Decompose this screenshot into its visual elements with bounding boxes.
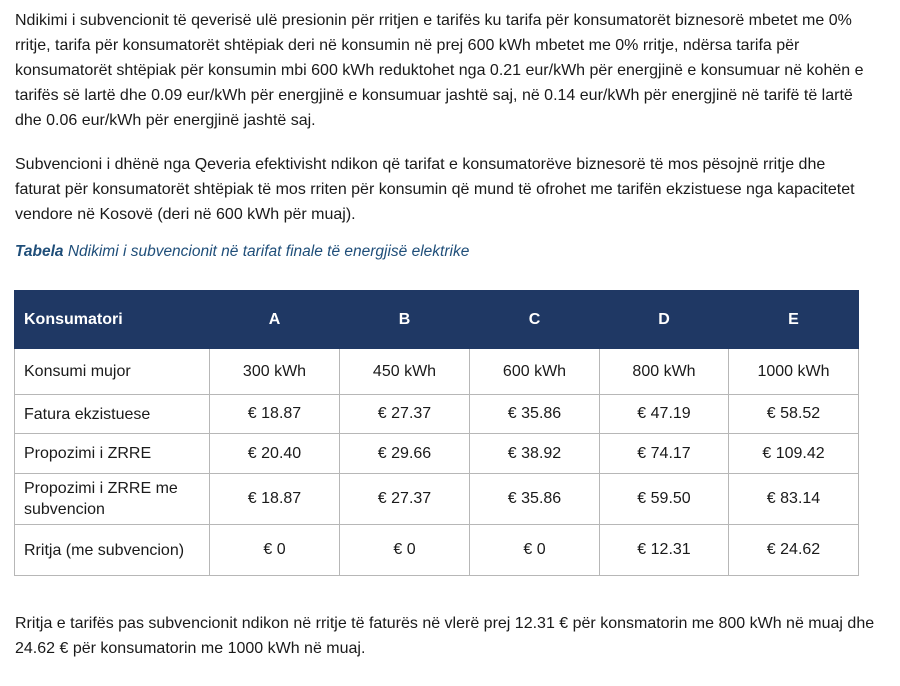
- table-row: [15, 474, 859, 525]
- header-consumer: Konsumatori: [15, 291, 210, 349]
- table-cell: € 47.19: [600, 395, 729, 434]
- paragraph-government-subsidy: Subvencioni i dhënë nga Qeveria efektivisht ndikon që tarifat e konsumatorëve biznesorë të mos pësojnë rritje dhe faturat për konsumatorët shtëpiak të mos rriten për konsumin që mund të ofrohet me tarifën ekzistuese nga kapacitetet vendore në Kosovë (deri në 600 kWh për muaj).: [15, 156, 855, 223]
- table-cell: 1000 kWh: [729, 349, 859, 395]
- table-cell: € 27.37: [340, 395, 470, 434]
- table-cell: € 27.37: [340, 474, 470, 525]
- caption-label: Tabela: [15, 243, 64, 260]
- table-cell: € 18.87: [210, 395, 340, 434]
- table-cell: € 83.14: [729, 474, 859, 525]
- row-label: Propozimi i ZRRE me subvencion: [15, 474, 210, 525]
- table-row: [15, 525, 859, 576]
- table-cell: € 35.86: [470, 395, 600, 434]
- table-cell: € 58.52: [729, 395, 859, 434]
- table-cell: € 74.17: [600, 434, 729, 474]
- table-cell: 450 kWh: [340, 349, 470, 395]
- table-row: [15, 395, 859, 434]
- table-cell: € 38.92: [470, 434, 600, 474]
- paragraph-subsidy-impact: Ndikimi i subvencionit të qeverisë ulë presionin për rritjen e tarifës ku tarifa për konsumatorët biznesorë mbetet me 0% rritje, tarifa për konsumatorët shtëpiak deri në konsumin në prej 600 kWh mbetet me 0% rritje, ndërsa tarifa për konsumatorët shtëpiak për konsumin mbi 600 kWh reduktohet nga 0.21 eur/kWh për energjinë e konsumuar në kohën e tarifës së lartë dhe 0.09 eur/kWh për energjinë e konsumuar jashtë saj, në 0.14 eur/kWh për energjinë në tarifë të lartë dhe 0.06 eur/kWh për energjinë jashtë saj.: [15, 12, 864, 129]
- table-cell: € 20.40: [210, 434, 340, 474]
- row-label: Konsumi mujor: [15, 349, 210, 395]
- caption-text: Ndikimi i subvencionit në tarifat finale të energjisë elektrike: [63, 243, 470, 260]
- header-d: D: [600, 291, 729, 349]
- table-caption: [15, 243, 469, 261]
- paragraph-tariff-increase: Rritja e tarifës pas subvencionit ndikon në rritje të faturës në vlerë prej 12.31 € për konsmatorin me 800 kWh në muaj dhe 24.62 € për konsumatorin me 1000 kWh në muaj.: [15, 615, 875, 657]
- table-cell: € 35.86: [470, 474, 600, 525]
- table-cell: € 0: [470, 525, 600, 576]
- header-e: E: [729, 291, 859, 349]
- row-label: Rritja (me subvencion): [15, 525, 210, 576]
- table-cell: € 24.62: [729, 525, 859, 576]
- table-cell: 600 kWh: [470, 349, 600, 395]
- table-row: [15, 434, 859, 474]
- header-c: C: [470, 291, 600, 349]
- table-cell: € 12.31: [600, 525, 729, 576]
- table-header-row: [15, 291, 859, 349]
- table-cell: 300 kWh: [210, 349, 340, 395]
- tariff-table: [14, 290, 859, 576]
- row-label: Fatura ekzistuese: [15, 395, 210, 434]
- table-cell: € 109.42: [729, 434, 859, 474]
- table-row: [15, 349, 859, 395]
- header-a: A: [210, 291, 340, 349]
- table-cell: € 0: [340, 525, 470, 576]
- table-cell: € 18.87: [210, 474, 340, 525]
- table-cell: € 59.50: [600, 474, 729, 525]
- row-label: Propozimi i ZRRE: [15, 434, 210, 474]
- table-cell: 800 kWh: [600, 349, 729, 395]
- table-cell: € 0: [210, 525, 340, 576]
- table-cell: € 29.66: [340, 434, 470, 474]
- header-b: B: [340, 291, 470, 349]
